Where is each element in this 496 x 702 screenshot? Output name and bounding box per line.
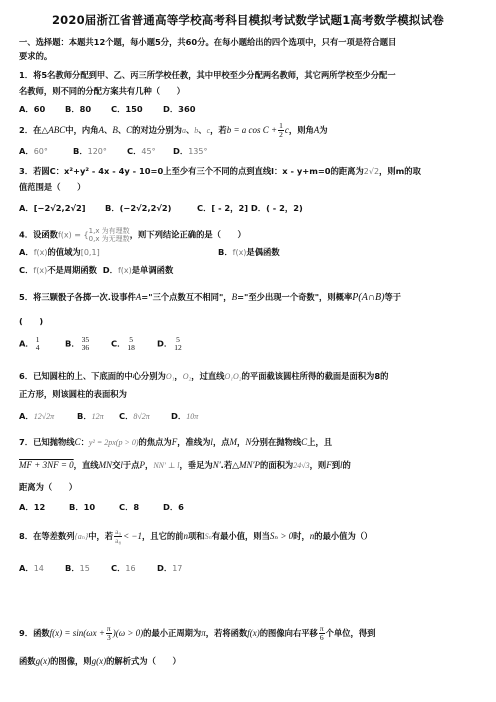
q1-option-b[interactable]: B．80 <box>65 104 92 114</box>
q2-c: c <box>206 126 211 135</box>
q4-options-ab <box>19 247 479 258</box>
q6-option-c[interactable]: C．8√2π <box>119 411 150 421</box>
q3-option-b[interactable]: B．(−2√2,2√2) <box>105 203 172 213</box>
q1-options <box>19 104 479 115</box>
q2-text1: 中，内角 <box>65 125 99 135</box>
q4-suffix: ，则下列结论正确的是（ ） <box>129 229 246 240</box>
q3-line2: 值范围是（ ） <box>19 182 86 192</box>
q5-options <box>19 336 479 360</box>
q4-cases: 1,x 为有理数 0,x 为无理数 <box>88 227 130 243</box>
q7-option-a[interactable]: A．12 <box>19 502 46 512</box>
q6-o1o2: O₁O₂ <box>224 372 242 381</box>
q5-A: A <box>135 292 142 302</box>
q2-text2: 的对边分别为 <box>132 125 182 135</box>
q5-paren: ( ) <box>19 316 44 326</box>
q6-o2: O₂ <box>182 372 192 381</box>
q2-option-c[interactable]: C．45° <box>127 146 156 156</box>
q6-text3: 的平面截该圆柱所得的截面是面积为8的 <box>241 371 389 381</box>
q1-option-c[interactable]: C．150 <box>111 104 143 114</box>
q8-options <box>19 563 479 574</box>
q2-prefix: 2．在 <box>19 125 42 135</box>
q4-prefix: 4．设函数 <box>19 229 58 240</box>
q4-option-a[interactable]: A．f(x)的值域为[0,1] <box>19 247 100 257</box>
q3-line1 <box>19 166 479 177</box>
q2-text4: ，则角 <box>288 125 314 135</box>
q7-option-d[interactable]: D．6 <box>163 502 184 512</box>
q6-line2: 正方形，则该圆柱的表面积为 <box>19 389 127 399</box>
q5-option-c[interactable]: C． 5 18 <box>111 335 135 352</box>
q2-B: B <box>112 125 118 135</box>
q3-option-cd[interactable]: C．[ - 2，2] D．( - 2，2) <box>197 203 303 213</box>
q3-option-a[interactable]: A．[−2√2,2√2] <box>19 203 86 213</box>
q2-option-b[interactable]: B．120° <box>73 146 107 156</box>
q9-line1: 9．函数f(x) = sin(ωx + $\frac{\pi}{3}$ )(ω > 0)的最小正周期为π，若将函数f(x)的图像向右平移 $\frac{\pi}{6}$ 个单位，得到 <box>19 624 376 642</box>
q6-options <box>19 411 479 422</box>
q2-A: A <box>98 125 104 135</box>
q5-option-b[interactable]: B． 35 36 <box>65 335 90 352</box>
q5-option-d[interactable]: D． 5 12 <box>157 335 182 352</box>
q4-option-d[interactable]: D．f(x)是单调函数 <box>102 265 174 275</box>
section-heading: 一、选择题：本题共12个题，每小题5分，共60分。在每小题给出的四个选项中，只有一项是符合题目 <box>19 37 397 47</box>
q1-line1: 1．将5名教师分配到甲、乙、丙三所学校任教，其中甲校至少分配两名教师，其它两所学校至少分配一 <box>19 70 396 80</box>
page-title: 2020届浙江省普通高等学校高考科目模拟考试数学试题1高考数学模拟试卷 <box>51 13 444 27</box>
q2-b: b <box>194 126 199 135</box>
section-heading-cont: 要求的。 <box>19 51 53 61</box>
q6-text2: ，过直线 <box>191 371 225 381</box>
q2-angle: A <box>313 125 320 135</box>
q2-a: a <box>181 126 186 135</box>
q2-C: C <box>126 125 133 135</box>
q6-line1: 6．已知圆柱的上、下底面的中心分别为O₁，O₂，过直线O₁O₂的平面截该圆柱所得的截面是面积为8的 <box>19 371 389 381</box>
q4-function: f(x) = { <box>57 230 89 240</box>
q1-option-a[interactable]: A．60 <box>19 104 46 114</box>
q7-options <box>19 502 479 513</box>
q3-text2: ，则m的取 <box>379 166 421 176</box>
q7-line2: MF + 3NF = 0，直线MN交l于点P，NN′ ⊥ l，垂足为N′.若△MN′P的面积为24√3，则F到l的 <box>19 460 351 470</box>
q2-option-d[interactable]: D．135° <box>173 146 208 156</box>
q8-option-a[interactable]: A．14 <box>19 563 44 573</box>
q9-line2: 函数g(x)的图像，则g(x)的解析式为（ ） <box>19 656 181 666</box>
q2-end: 为 <box>319 125 328 135</box>
q4-options-cd <box>19 265 479 276</box>
q2-eq-c: c <box>284 125 289 135</box>
q4-stem <box>19 227 479 243</box>
q3-distance: 2√2 <box>363 167 380 176</box>
q6-option-a[interactable]: A．12√2π <box>19 411 55 421</box>
q8-option-c[interactable]: C．16 <box>111 563 136 573</box>
q7-line3: 距离为（ ） <box>19 482 78 492</box>
q1-option-d[interactable]: D．360 <box>163 104 196 114</box>
q8-option-d[interactable]: D．17 <box>157 563 183 573</box>
q5-probability: P(A∩B) <box>352 292 385 303</box>
q8-stem: 8．在等差数列{aₙ}中，若 $\frac{\text{a₉}}{\text{a₈}}$ < −1，且它的前n项和Sₙ有最小值，则当Sₙ > 0时，n的最小值为（） <box>19 527 373 545</box>
q3-text: 3．若圆C：x²+y² - 4x - 4y - 10=0上至少有三个不同的点到直线l：x - y+m=0的距离为 <box>19 166 364 176</box>
q2-options <box>19 146 479 157</box>
q5-stem <box>19 292 479 303</box>
q2-text3: ，若 <box>210 125 227 135</box>
q5-text4: 等于 <box>384 292 402 302</box>
q3-options <box>19 203 479 214</box>
q2-triangle: △ABC <box>41 125 66 135</box>
q8-option-b[interactable]: B．15 <box>65 563 90 573</box>
q7-line1: 7．已知抛物线C：y² = 2px(p > 0)的焦点为F，准线为l，点M，N分别在抛物线C上，且 <box>19 437 333 447</box>
q6-o1: O₁ <box>165 372 175 381</box>
q5-option-a[interactable]: A． 1 4 <box>19 335 40 352</box>
q4-option-c[interactable]: C．f(x)不是周期函数 <box>19 265 97 275</box>
q5-text: 5．将三颗骰子各掷一次.设事件 <box>19 292 136 302</box>
q6-text: 6．已知圆柱的上、下底面的中心分别为 <box>19 371 166 381</box>
q7-option-c[interactable]: C．8 <box>119 502 140 512</box>
q2-option-a[interactable]: A．60° <box>19 146 48 156</box>
q2-equation: b = a cos C + <box>226 125 278 135</box>
q1-line2: 名教师，则不同的分配方案共有几种（ ） <box>19 86 185 96</box>
q2-stem: 2．在△ABC中，内角A、B、C的对边分别为a、b、c，若b = a cos C + $\frac{1}{2}$ c，则角A为 <box>19 121 328 139</box>
q7-option-b[interactable]: B．10 <box>69 502 96 512</box>
q5-B: B <box>231 292 238 302</box>
q5-text3: ="至少出现一个奇数"，则概率 <box>237 292 353 302</box>
q2-fraction: $\frac{1}{2}$ <box>279 121 283 139</box>
q4-option-b[interactable]: B．f(x)是偶函数 <box>218 247 280 257</box>
q5-text2: ="三个点数互不相同"， <box>141 292 232 302</box>
q6-option-b[interactable]: B．12π <box>77 411 104 421</box>
q6-option-d[interactable]: D．10π <box>171 411 199 421</box>
